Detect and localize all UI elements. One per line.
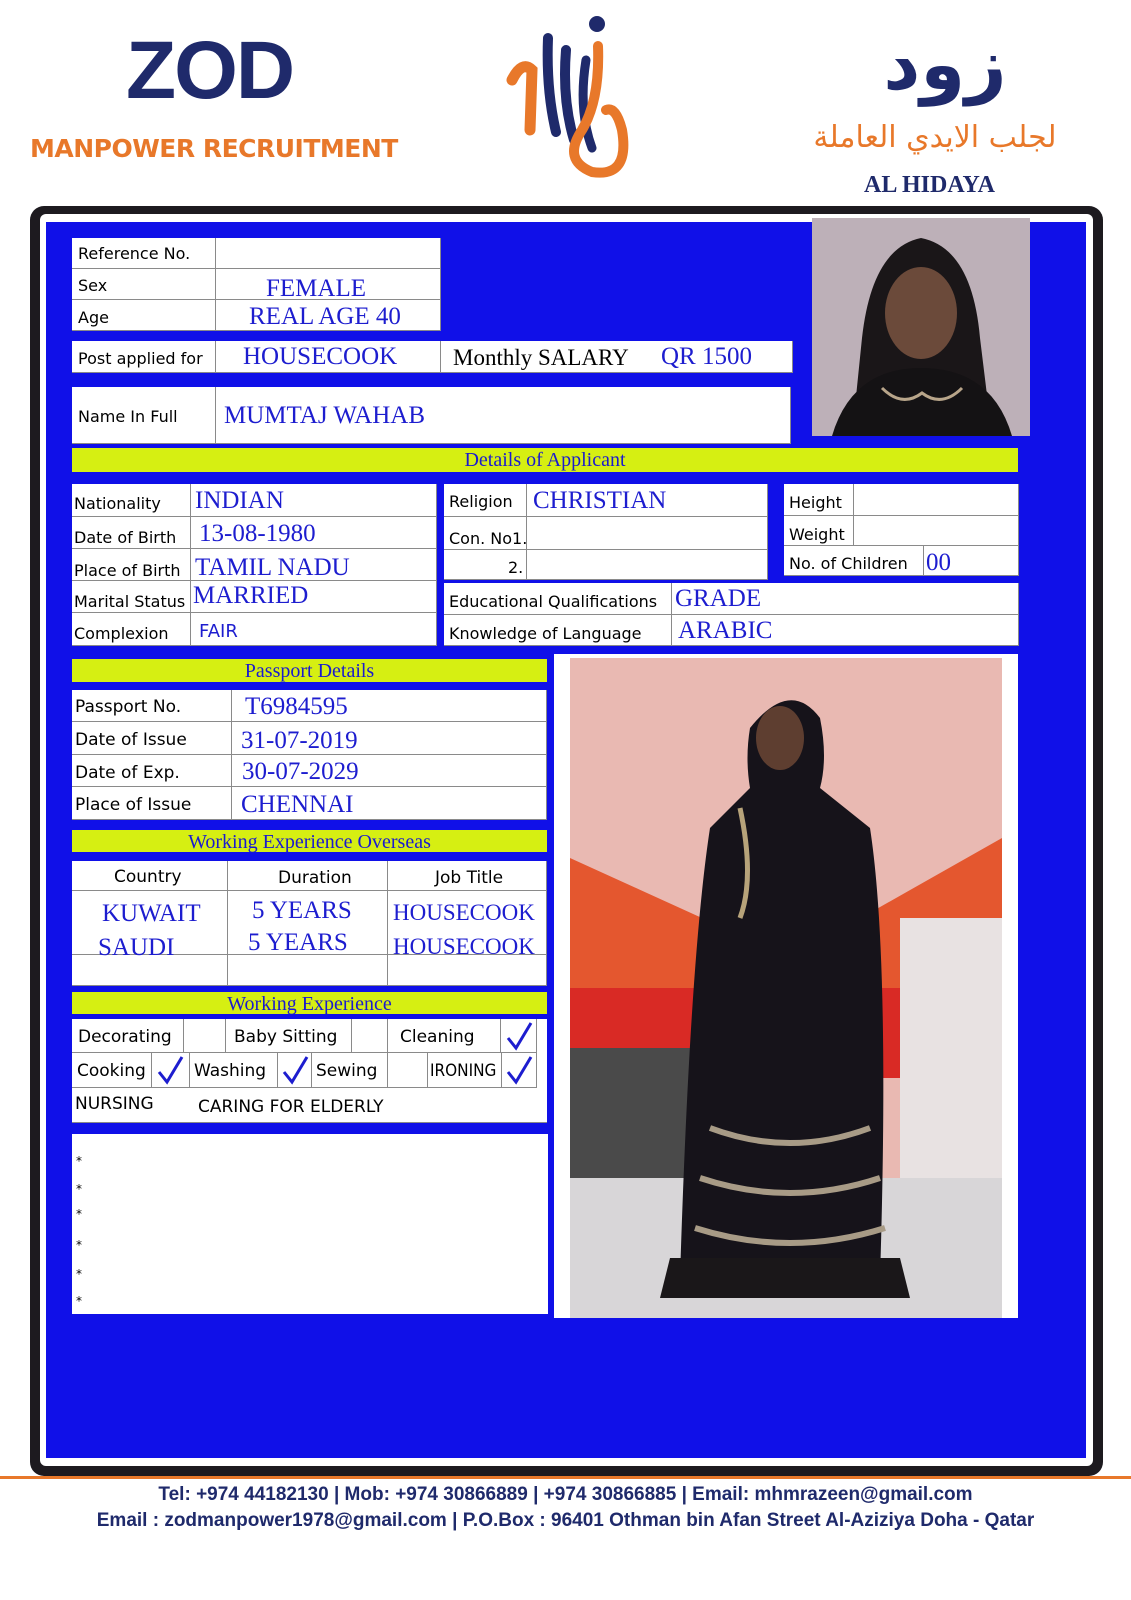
- skill-caring-elderly: CARING FOR ELDERLY: [198, 1097, 384, 1117]
- expiry-date-value: 30-07-2029: [242, 758, 359, 785]
- name-row: [72, 387, 791, 444]
- note-bullet-6: *: [76, 1294, 82, 1308]
- skill-sewing: Sewing: [316, 1061, 378, 1081]
- zod-emblem-logo: [502, 10, 642, 178]
- complexion-value: FAIR: [199, 621, 238, 642]
- issue-place-value: CHENNAI: [241, 791, 354, 818]
- note-bullet-3: *: [76, 1207, 82, 1221]
- contact2-label: 2.: [508, 558, 524, 577]
- footer-address-line: Email : zodmanpower1978@gmail.com | P.O.Box : 96401 Othman bin Afan Street Al-Aziziya Doha - Qatar: [96, 1510, 1035, 1531]
- reference-label: Reference No.: [78, 244, 191, 263]
- sex-value: FEMALE: [266, 275, 366, 302]
- nationality-label: Nationality: [74, 494, 161, 513]
- skill-nursing: NURSING: [75, 1094, 154, 1114]
- post-value: HOUSECOOK: [243, 343, 398, 370]
- skill-baby-sitting: Baby Sitting: [234, 1027, 338, 1047]
- name-label: Name In Full: [78, 407, 178, 426]
- education-language-table: [444, 583, 1019, 646]
- overseas-table: [72, 861, 547, 986]
- footer-contact-line: Tel: +974 44182130 | Mob: +974 30866889 | +974 30866885 | Email: mhmrazeen@gmail.com: [158, 1484, 973, 1505]
- language-label: Knowledge of Language: [449, 624, 642, 643]
- skills-table: [72, 1019, 547, 1123]
- passport-no-value: T6984595: [245, 693, 348, 720]
- skill-cooking: Cooking: [77, 1061, 146, 1081]
- overseas-job-2: HOUSECOOK: [393, 934, 535, 959]
- skill-decorating: Decorating: [78, 1027, 172, 1047]
- skill-washing: Washing: [194, 1061, 267, 1081]
- skill-ironing: IRONING: [430, 1061, 497, 1081]
- overseas-country-2: SAUDI: [98, 934, 175, 961]
- overseas-duration-2: 5 YEARS: [248, 929, 348, 956]
- age-label: Age: [78, 308, 109, 327]
- note-bullet-4: *: [76, 1238, 82, 1252]
- applicant-full-photo: [554, 654, 1018, 1318]
- marital-label: Marital Status: [74, 592, 186, 611]
- dob-label: Date of Birth: [74, 528, 177, 547]
- basic-info-table: [72, 238, 441, 331]
- washing-check-icon: [281, 1055, 309, 1085]
- applicant-headshot-photo: [812, 218, 1030, 436]
- sex-label: Sex: [78, 276, 108, 295]
- experience-header: Working Experience: [72, 992, 547, 1014]
- company-name: AL HIDAYA: [864, 172, 995, 198]
- details-header: Details of Applicant: [72, 448, 1018, 472]
- footer-divider: [0, 1476, 1131, 1479]
- dob-value: 13-08-1980: [199, 520, 316, 547]
- brand-tagline: MANPOWER RECRUITMENT: [30, 134, 398, 163]
- overseas-job-1: HOUSECOOK: [393, 900, 535, 925]
- education-label: Educational Qualifications: [449, 592, 658, 611]
- language-value: ARABIC: [678, 617, 773, 644]
- religion-contact-table: [444, 484, 768, 580]
- marital-value: MARRIED: [193, 582, 309, 609]
- post-row: [72, 341, 793, 373]
- weight-label: Weight: [789, 525, 845, 544]
- passport-no-label: Passport No.: [75, 697, 182, 717]
- contact1-label: Con. No1.: [449, 529, 528, 548]
- skill-cleaning: Cleaning: [400, 1027, 475, 1047]
- note-bullet-1: *: [76, 1154, 82, 1168]
- overseas-header: Working Experience Overseas: [72, 830, 547, 852]
- children-label: No. of Children: [789, 554, 908, 573]
- arabic-brand: زود: [883, 22, 1007, 106]
- name-value: MUMTAJ WAHAB: [224, 402, 426, 429]
- pob-value: TAMIL NADU: [195, 554, 350, 581]
- brand-logo-text: ZOD: [126, 25, 294, 116]
- religion-label: Religion: [449, 492, 513, 511]
- issue-date-value: 31-07-2019: [241, 727, 358, 754]
- issue-date-label: Date of Issue: [75, 730, 187, 750]
- complexion-label: Complexion: [74, 624, 169, 643]
- cleaning-check-icon: [505, 1021, 533, 1051]
- height-label: Height: [789, 493, 842, 512]
- pob-label: Place of Birth: [74, 561, 181, 580]
- physical-details-table: [784, 484, 1019, 576]
- age-value: REAL AGE 40: [249, 303, 401, 330]
- overseas-duration-1: 5 YEARS: [252, 897, 352, 924]
- note-bullet-5: *: [76, 1267, 82, 1281]
- col-job-title: Job Title: [435, 868, 504, 888]
- ironing-check-icon: [505, 1055, 533, 1085]
- religion-value: CHRISTIAN: [533, 487, 667, 514]
- note-bullet-2: *: [76, 1182, 82, 1196]
- cooking-check-icon: [156, 1055, 184, 1085]
- education-value: GRADE: [675, 585, 762, 612]
- col-duration: Duration: [278, 868, 352, 888]
- nationality-value: INDIAN: [195, 487, 284, 514]
- salary-value: QR 1500: [661, 343, 752, 370]
- expiry-date-label: Date of Exp.: [75, 763, 180, 783]
- salary-label: Monthly SALARY: [453, 345, 629, 370]
- notes-box: [72, 1134, 548, 1314]
- col-country: Country: [114, 867, 182, 887]
- passport-table: [72, 690, 547, 820]
- post-label: Post applied for: [78, 349, 203, 368]
- arabic-tagline: لجلب الايدي العاملة: [813, 120, 1057, 155]
- children-value: 00: [926, 549, 951, 576]
- passport-header: Passport Details: [72, 659, 547, 682]
- overseas-country-1: KUWAIT: [102, 900, 201, 927]
- personal-details-table: [72, 484, 437, 646]
- issue-place-label: Place of Issue: [75, 795, 192, 815]
